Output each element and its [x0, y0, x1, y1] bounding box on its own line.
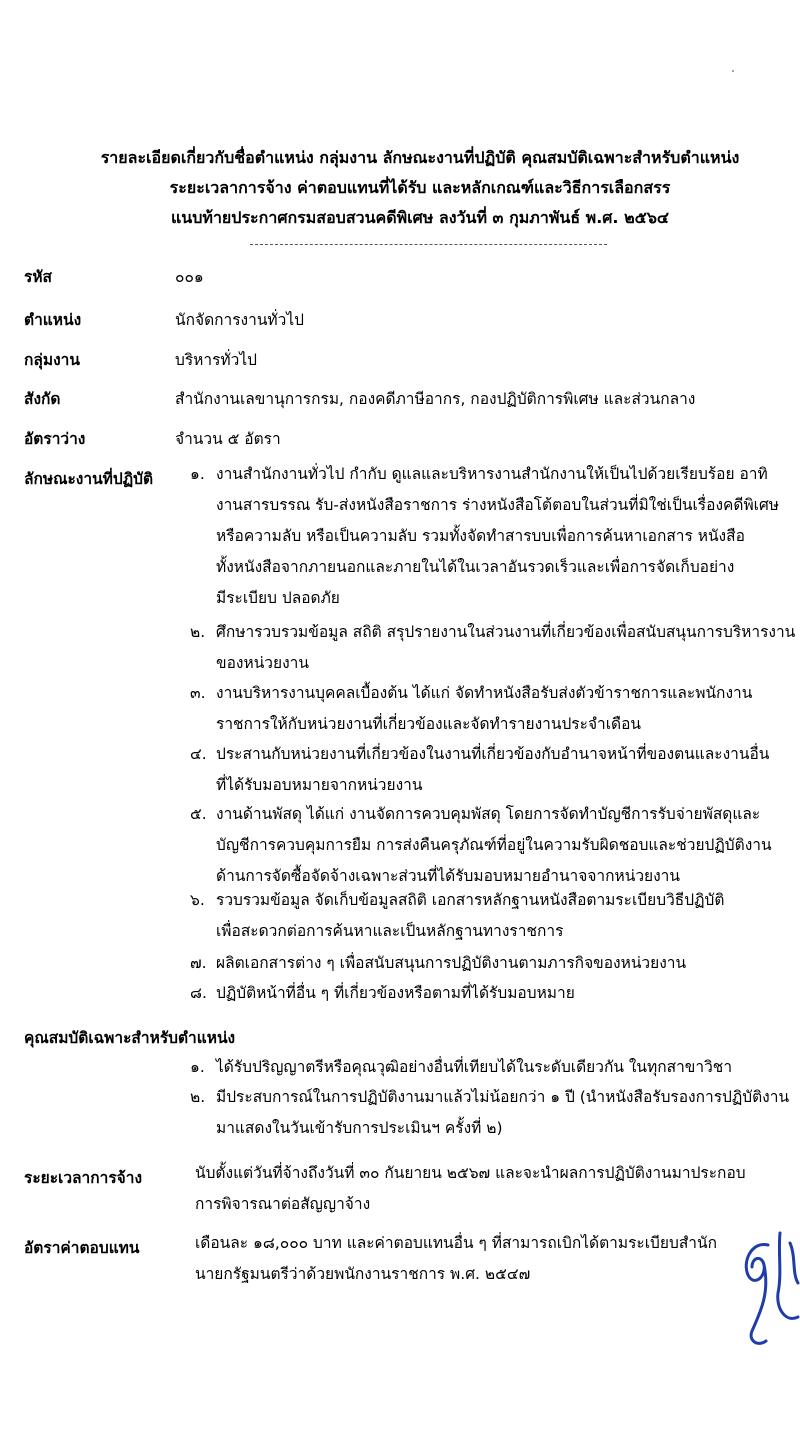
header-line-1: รายละเอียดเกี่ยวกับชื่อตำแหน่ง กลุ่มงาน ลักษณะงานที่ปฏิบัติ คุณสมบัติเฉพาะสำหรับตำแหน่ง: [100, 148, 740, 167]
duty-line: ราชการให้กับหน่วยงานที่เกี่ยวข้องและจัดทำรายงานประจำเดือน: [216, 715, 642, 733]
vacancy-value: จำนวน ๕ อัตรา: [175, 430, 281, 448]
vacancy-label: อัตราว่าง: [24, 430, 86, 448]
duty-line: หรือความลับ หรือเป็นความลับ รวมทั้งจัดทำสารบบเพื่อการค้นหาเอกสาร หนังสือ: [216, 527, 745, 545]
affiliation-value: สำนักงานเลขานุการกรม, กองคดีภาษีอากร, กองปฏิบัติการพิเศษ และส่วนกลาง: [175, 390, 696, 408]
duty-number: ๓.: [190, 684, 206, 702]
duty-item-6: [190, 885, 800, 947]
duty-number: ๘.: [190, 984, 207, 1002]
duty-line: ปฏิบัติหน้าที่อื่น ๆ ที่เกี่ยวข้องหรือตามที่ได้รับมอบหมาย: [216, 984, 575, 1002]
header-line-2: ระยะเวลาการจ้าง ค่าตอบแทนที่ได้รับ และหลักเกณฑ์และวิธีการเลือกสรร: [169, 178, 671, 197]
qualification-number: ๑.: [190, 1058, 205, 1076]
duty-line: งานสารบรรณ รับ-ส่งหนังสือราชการ ร่างหนังสือโต้ตอบในส่วนที่มิใช่เป็นเรื่องคดีพิเศษ: [216, 496, 780, 514]
duties-label: ลักษณะงานที่ปฏิบัติ: [24, 470, 154, 488]
duty-line: มีระเบียบ ปลอดภัย: [216, 589, 340, 607]
duty-line: ด้านการจัดซื้อจัดจ้างเฉพาะส่วนที่ได้รับมอบหมายอำนาจจากหน่วยงาน: [216, 867, 680, 885]
qualifications-label: คุณสมบัติเฉพาะสำหรับตำแหน่ง: [24, 1029, 236, 1047]
header-line-3: แนบท้ายประกาศกรมสอบสวนคดีพิเศษ ลงวันที่ ๓ กุมภาพันธ์ พ.ศ. ๒๕๖๔: [170, 208, 669, 227]
duty-line: ที่ได้รับมอบหมายจากหน่วยงาน: [216, 776, 423, 794]
duty-item-7: [190, 948, 800, 979]
position-label: ตำแหน่ง: [24, 311, 82, 329]
qualification-line: ได้รับปริญญาตรีหรือคุณวุฒิอย่างอื่นที่เทียบได้ในระดับเดียวกัน ในทุกสาขาวิชา: [216, 1058, 733, 1076]
group-value: บริหารทั่วไป: [175, 351, 257, 369]
position-value: นักจัดการงานทั่วไป: [175, 311, 304, 329]
duty-number: ๗.: [190, 954, 207, 972]
duty-item-2: [190, 617, 800, 679]
duty-line: เพื่อสะดวกต่อการค้นหาและเป็นหลักฐานทางราชการ: [216, 922, 564, 940]
compensation-line: เดือนละ ๑๘,๐๐๐ บาท และค่าตอบแทนอื่น ๆ ที่สามารถเบิกได้ตามระเบียบสำนัก: [195, 1234, 717, 1252]
duty-line: ของหน่วยงาน: [216, 654, 309, 672]
duty-line: งานสำนักงานทั่วไป กำกับ ดูแลและบริหารงานสำนักงานให้เป็นไปด้วยเรียบร้อย อาทิ: [216, 465, 768, 483]
employment-period-line: การพิจารณาต่อสัญญาจ้าง: [195, 1195, 371, 1213]
scan-speck: [732, 70, 734, 72]
code-label: รหัส: [24, 268, 53, 286]
compensation-line: นายกรัฐมนตรีว่าด้วยพนักงานราชการ พ.ศ. ๒๕๔๗: [195, 1265, 531, 1283]
duty-line: งานบริหารงานบุคคลเบื้องต้น ได้แก่ จัดทำหนังสือรับส่งตัวข้าราชการและพนักงาน: [216, 684, 753, 702]
duty-line: ประสานกับหน่วยงานที่เกี่ยวข้องในงานที่เกี่ยวข้องกับอำนาจหน้าที่ของตนและงานอื่น: [216, 745, 770, 763]
duty-number: ๕.: [190, 805, 207, 823]
duty-line: ทั้งหนังสือจากภายนอกและภายในได้ในเวลาอันรวดเร็วและเพื่อการจัดเก็บอย่าง: [216, 558, 735, 576]
duty-line: ผลิตเอกสารต่าง ๆ เพื่อสนับสนุนการปฏิบัติงานตามภารกิจของหน่วยงาน: [216, 954, 687, 972]
duty-line: ศึกษารวบรวมข้อมูล สถิติ สรุปรายงานในส่วนงานที่เกี่ยวข้องเพื่อสนับสนุนการบริหารงาน: [216, 623, 796, 641]
code-value: ๐๐๑: [175, 268, 204, 286]
duty-item-1: [190, 459, 800, 614]
duty-number: ๒.: [190, 623, 206, 641]
qualification-number: ๒.: [190, 1088, 206, 1106]
compensation-label: อัตราค่าตอบแทน: [24, 1239, 140, 1257]
affiliation-label: สังกัด: [24, 390, 61, 408]
duty-item-8: [190, 978, 800, 1009]
duty-item-4: [190, 739, 800, 801]
qualification-item-1: [190, 1052, 800, 1083]
duty-item-3: [190, 678, 800, 740]
qualification-line: มีประสบการณ์ในการปฏิบัติงานมาแล้วไม่น้อยกว่า ๑ ปี (นำหนังสือรับรองการปฏิบัติงาน: [216, 1088, 790, 1106]
duty-line: งานด้านพัสดุ ได้แก่ งานจัดการควบคุมพัสดุ โดยการจัดทำบัญชีการรับจ่ายพัสดุและ: [216, 805, 761, 823]
duty-item-5: [190, 799, 800, 892]
employment-period-line: นับตั้งแต่วันที่จ้างถึงวันที่ ๓๐ กันยายน ๒๕๖๗ และจะนำผลการปฏิบัติงานมาประกอบ: [195, 1164, 746, 1182]
group-label: กลุ่มงาน: [24, 351, 80, 369]
duty-line: บัญชีการควบคุมการยืม การส่งคืนครุภัณฑ์ที่อยู่ในความรับผิดชอบและช่วยปฏิบัติงาน: [216, 836, 772, 854]
qualification-item-2: [190, 1082, 800, 1144]
duty-number: ๔.: [190, 745, 207, 763]
employment-period-text: [195, 1158, 746, 1220]
header-divider: [250, 244, 607, 245]
qualification-line: มาแสดงในวันเข้ารับการประเมินฯ ครั้งที่ ๒): [216, 1119, 503, 1137]
duty-number: ๖.: [190, 891, 205, 909]
duty-number: ๑.: [190, 465, 205, 483]
document-header: [0, 143, 800, 233]
handwritten-initials: [730, 1213, 800, 1373]
employment-period-label: ระยะเวลาการจ้าง: [24, 1169, 143, 1187]
compensation-text: [195, 1228, 717, 1290]
duty-line: รวบรวมข้อมูล จัดเก็บข้อมูลสถิติ เอกสารหลักฐานหนังสือตามระเบียบวิธีปฏิบัติ: [216, 891, 725, 909]
